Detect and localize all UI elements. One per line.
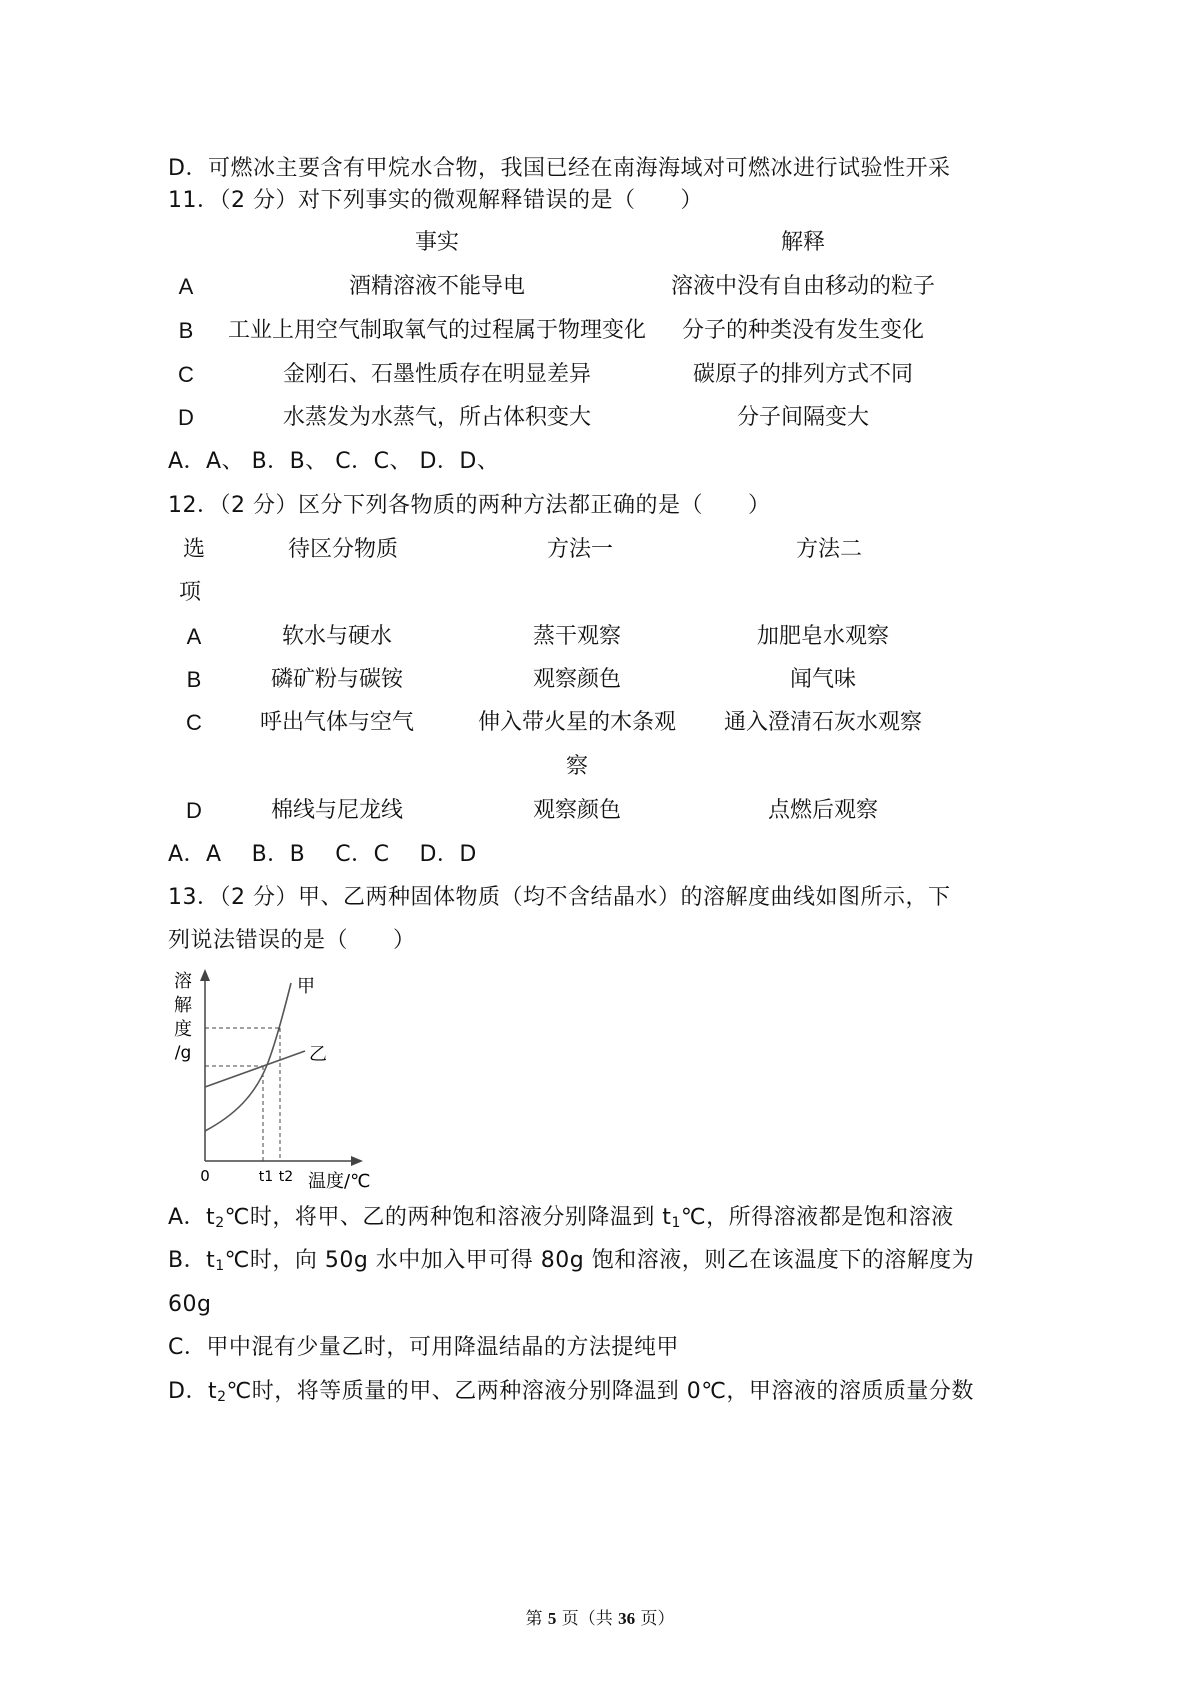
q11-row-letter: D bbox=[178, 405, 194, 430]
y-axis-label: 度 bbox=[174, 1019, 192, 1040]
y-axis-label: 溶 bbox=[174, 971, 192, 992]
question-12-stem: 12．（2 分）区分下列各物质的两种方法都正确的是（ ） bbox=[168, 493, 771, 518]
q12-row-method-1: 观察颜色 bbox=[532, 667, 622, 692]
q13-option-c: C．甲中混有少量乙时，可用降温结晶的方法提纯甲 bbox=[168, 1335, 679, 1360]
q13-option-d: D．$t_2℃$时，将等质量的甲、乙两种溶液分别降温到 0℃，甲溶液的溶质质量分数 bbox=[168, 1379, 974, 1405]
y-axis-label: /g bbox=[174, 1043, 192, 1063]
page-number: 5 bbox=[547, 1609, 557, 1628]
x-axis-arrow bbox=[351, 1156, 363, 1166]
q12-row-method-1: 蒸干观察 bbox=[532, 624, 622, 649]
q12-row-letter: D bbox=[186, 798, 202, 823]
y-axis-arrow bbox=[200, 969, 210, 981]
question-11-options: A．A、 B．B、 C．C、 D．D、 bbox=[168, 449, 500, 474]
y-axis-label: 解 bbox=[174, 995, 192, 1016]
q11-row-explanation: 溶液中没有自由移动的粒子 bbox=[670, 274, 936, 299]
q11-row-letter: B bbox=[178, 318, 194, 343]
q11-row-explanation: 分子间隔变大 bbox=[736, 405, 870, 430]
q12-row-method-1-cont: 察 bbox=[565, 754, 589, 779]
q12-row-substances: 软水与硬水 bbox=[281, 624, 393, 649]
q12-row-letter: A bbox=[186, 624, 202, 649]
q12-row-method-2: 通入澄清石灰水观察 bbox=[723, 710, 923, 735]
q12-header-method-1: 方法一 bbox=[546, 537, 614, 562]
q12-row-substances: 磷矿粉与碳铵 bbox=[270, 667, 404, 692]
q11-row-letter: A bbox=[178, 274, 194, 299]
origin-label: 0 bbox=[200, 1167, 210, 1185]
option-d-line: D．可燃冰主要含有甲烷水合物，我国已经在南海海域对可燃冰进行试验性开采 bbox=[168, 156, 951, 181]
q12-row-method-2: 点燃后观察 bbox=[767, 798, 879, 823]
q11-header-explanation: 解释 bbox=[780, 230, 826, 255]
question-11-stem: 11．（2 分）对下列事实的微观解释错误的是（ ） bbox=[168, 188, 703, 213]
q11-row-explanation: 分子的种类没有发生变化 bbox=[681, 318, 925, 343]
q11-row-fact: 酒精溶液不能导电 bbox=[348, 274, 526, 299]
question-12-options: A．A B．B C．C D．D bbox=[168, 842, 477, 867]
question-13-stem: 13．（2 分）甲、乙两种固体物质（均不含结晶水）的溶解度曲线如图所示，下 bbox=[168, 885, 951, 910]
series-label-yi: 乙 bbox=[309, 1044, 327, 1065]
q12-row-substances: 棉线与尼龙线 bbox=[270, 798, 404, 823]
q12-row-method-2: 加肥皂水观察 bbox=[756, 624, 890, 649]
t2-label: t2 bbox=[278, 1169, 294, 1185]
t1-label: t1 bbox=[258, 1169, 274, 1185]
q12-row-letter: C bbox=[186, 710, 202, 735]
q12-header-option-cont: 项 bbox=[178, 580, 202, 605]
q11-row-letter: C bbox=[178, 362, 194, 387]
question-13-stem-cont: 列说法错误的是（ ） bbox=[168, 928, 416, 953]
q13-option-a: A．$t_2℃$时，将甲、乙的两种饱和溶液分别降温到 $t_1℃$，所得溶液都是饱和溶液 bbox=[168, 1205, 954, 1231]
q12-header-option: 选 bbox=[182, 537, 206, 562]
q13-option-b: B．$t_1℃$时，向 50g 水中加入甲可得 80g 饱和溶液，则乙在该温度下的溶解度为 bbox=[168, 1248, 975, 1274]
q12-header-substances: 待区分物质 bbox=[287, 537, 399, 562]
total-pages: 36 bbox=[618, 1609, 636, 1628]
curve-yi bbox=[205, 1051, 305, 1087]
q11-header-fact: 事实 bbox=[414, 230, 460, 255]
x-axis-label: 温度/℃ bbox=[308, 1171, 371, 1190]
q11-row-explanation: 碳原子的排列方式不同 bbox=[692, 362, 914, 387]
q12-row-method-1: 观察颜色 bbox=[532, 798, 622, 823]
series-label-jia: 甲 bbox=[297, 976, 315, 997]
curve-jia bbox=[205, 983, 291, 1131]
solubility-curve-graph bbox=[165, 965, 385, 1190]
q13-option-b-cont: 60g bbox=[168, 1292, 212, 1317]
q12-row-method-2: 闻气味 bbox=[789, 667, 857, 692]
q11-row-fact: 水蒸发为水蒸气，所占体积变大 bbox=[282, 405, 592, 430]
page-footer: 第 5 页（共 36 页） bbox=[525, 1609, 675, 1629]
q12-header-method-2: 方法二 bbox=[795, 537, 863, 562]
q11-row-fact: 金刚石、石墨性质存在明显差异 bbox=[282, 362, 592, 387]
q12-row-letter: B bbox=[186, 667, 202, 692]
q12-row-method-1: 伸入带火星的木条观 bbox=[477, 710, 677, 735]
q11-row-fact: 工业上用空气制取氧气的过程属于物理变化 bbox=[227, 318, 647, 343]
q12-row-substances: 呼出气体与空气 bbox=[259, 710, 415, 735]
